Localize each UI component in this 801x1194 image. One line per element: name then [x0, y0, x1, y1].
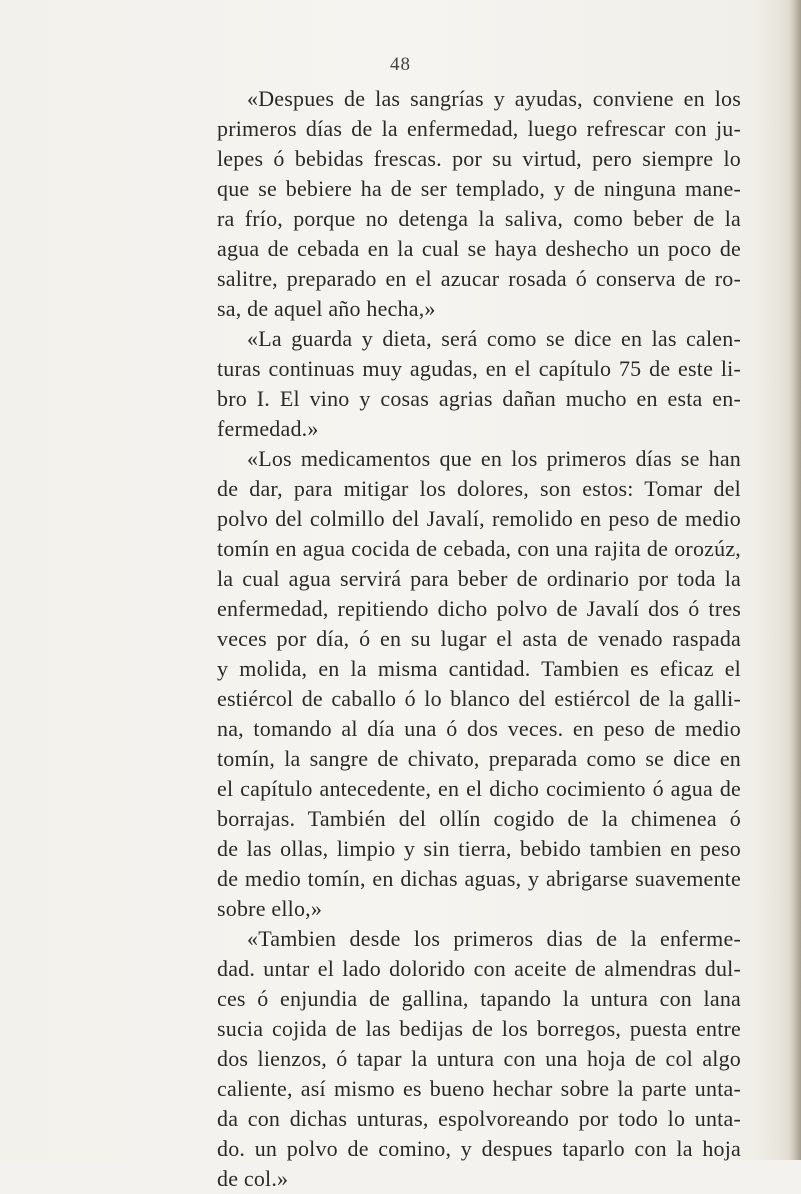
text-line: «Tambien desde los primeros dias de la enferme-	[247, 926, 741, 951]
text-line: ra frío, porque no detenga la saliva, como beber de la	[217, 206, 741, 231]
text-line: do. un polvo de comino, y despues taparlo con la hoja	[217, 1136, 741, 1161]
text-line: el capítulo antecedente, en el dicho cocimiento ó agua de	[217, 776, 741, 801]
text-line: turas continuas muy agudas, en el capítulo 75 de este li-	[217, 356, 741, 381]
text-line: de las ollas, limpio y sin tierra, bebido tambien en peso	[217, 836, 741, 861]
text-line: estiércol de caballo ó lo blanco del estiércol de la galli-	[217, 686, 741, 711]
text-line: que se bebiere ha de ser templado, y de ninguna mane-	[217, 176, 741, 201]
text-line: dos lienzos, ó tapar la untura con una hoja de col algo	[217, 1046, 741, 1071]
text-line: agua de cebada en la cual se haya deshecho un poco de	[217, 236, 741, 261]
text-line: «Despues de las sangrías y ayudas, conviene en los	[247, 86, 741, 111]
text-line: de medio tomín, en dichas aguas, y abrigarse suavemente	[217, 866, 741, 891]
text-line: salitre, preparado en el azucar rosada ó conserva de ro-	[217, 266, 741, 291]
text-line: de dar, para mitigar los dolores, son estos: Tomar del	[217, 476, 741, 501]
page-number: 48	[390, 54, 411, 75]
text-line: sa, de aquel año hecha,»	[217, 296, 436, 321]
text-line: enfermedad, repitiendo dicho polvo de Javalí dos ó tres	[217, 596, 741, 621]
text-line: bro I. El vino y cosas agrias dañan mucho en esta en-	[217, 386, 741, 411]
text-line: de col.»	[217, 1166, 289, 1191]
text-line: polvo del colmillo del Javalí, remolido en peso de medio	[217, 506, 741, 531]
text-line: y molida, en la misma cantidad. Tambien es eficaz el	[217, 656, 741, 681]
text-line: sobre ello,»	[217, 896, 323, 921]
text-line: sucia cojida de las bedijas de los borregos, puesta entre	[217, 1016, 741, 1041]
page-edge-shadow	[789, 0, 801, 1160]
text-line: tomín en agua cocida de cebada, con una rajita de orozúz,	[217, 536, 741, 561]
text-line: fermedad.»	[217, 416, 319, 441]
text-line: dad. untar el lado dolorido con aceite de almendras dul-	[217, 956, 741, 981]
text-line: da con dichas unturas, espolvoreando por todo lo unta-	[217, 1106, 741, 1131]
text-line: veces por día, ó en su lugar el asta de venado raspada	[217, 626, 741, 651]
text-line: na, tomando al día una ó dos veces. en peso de medio	[217, 716, 741, 741]
text-line: la cual agua servirá para beber de ordinario por toda la	[217, 566, 741, 591]
text-line: «Los medicamentos que en los primeros días se han	[247, 446, 741, 471]
text-line: caliente, así mismo es bueno hechar sobre la parte unta-	[217, 1076, 741, 1101]
text-line: ces ó enjundia de gallina, tapando la untura con lana	[217, 986, 741, 1011]
text-line: tomín, la sangre de chivato, preparada como se dice en	[217, 746, 741, 771]
text-line: borrajas. También del ollín cogido de la chimenea ó	[217, 806, 741, 831]
text-line: primeros días de la enfermedad, luego refrescar con ju-	[217, 116, 741, 141]
text-line: lepes ó bebidas frescas. por su virtud, pero siempre lo	[217, 146, 741, 171]
text-line: «La guarda y dieta, será como se dice en las calen-	[247, 326, 741, 351]
